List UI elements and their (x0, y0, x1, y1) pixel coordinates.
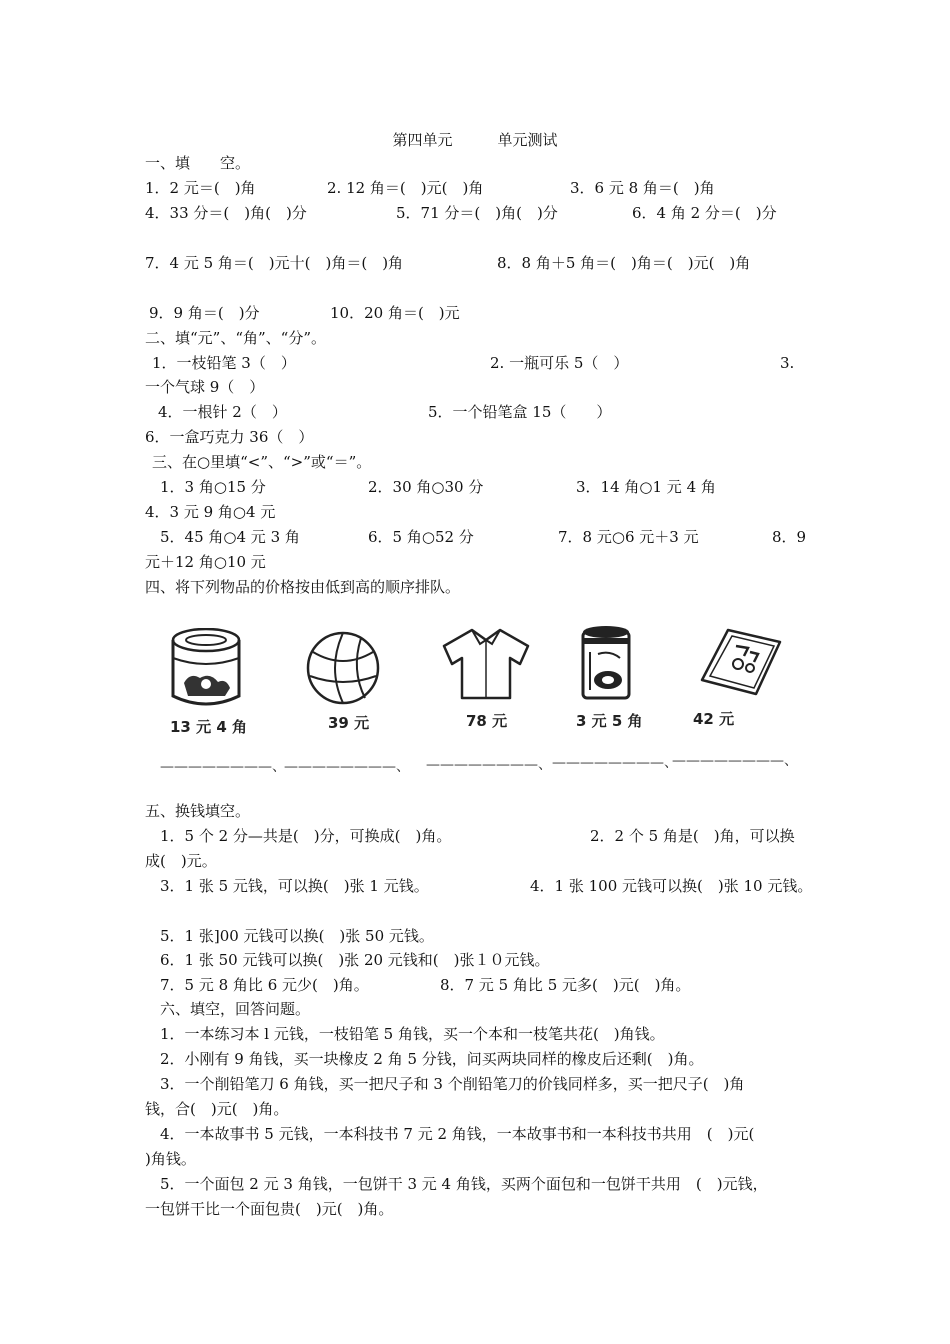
question-6-3: 3．一个削铅笔刀 6 角钱，买一把尺子和 3 个削铅笔刀的价钱同样多，买一把尺子( )角 (160, 1075, 745, 1093)
question-3-8-number: 8．9 (772, 528, 807, 546)
question-2-2: 2. 一瓶可乐 5（ ） (490, 354, 629, 372)
answer-blank-1[interactable]: ————————、 (160, 759, 286, 775)
question-5-7: 7．5 元 8 角比 6 元少( )角。 (160, 976, 369, 994)
page-title: 第四单元 单元测试 (392, 131, 558, 149)
question-5-8: 8．7 元 5 角比 5 元多( )元( )角。 (440, 976, 691, 994)
question-6-3-cont: 钱，合( )元( )角。 (145, 1100, 289, 1118)
question-1-6: 6．4 角 2 分＝( )分 (632, 204, 777, 222)
question-1-4: 4．33 分＝( )角( )分 (145, 204, 307, 222)
question-1-3: 3．6 元 8 角＝( )角 (570, 179, 715, 197)
question-3-6: 6．5 角○52 分 (368, 528, 474, 546)
question-6-4-cont: )角钱。 (145, 1150, 196, 1168)
answer-blank-2[interactable]: ————————、 (284, 759, 410, 775)
answer-blank-3[interactable]: ————————、 (426, 757, 552, 773)
question-5-3: 3．1 张 5 元钱，可以换( )张 1 元钱。 (160, 877, 429, 895)
pencil-box-icon (698, 626, 784, 702)
section-6-heading: 六、填空，回答问题。 (160, 1000, 311, 1018)
question-2-5: 5．一个铅笔盒 15（ ） (428, 403, 612, 421)
price-label-5: 42 元 (693, 710, 735, 728)
price-label-4: 3 元 5 角 (576, 712, 643, 730)
shirt-icon (440, 626, 532, 706)
section-3-heading: 三、在○里填“<”、“>”或“＝”。 (152, 453, 372, 471)
question-3-1: 1．3 角○15 分 (160, 478, 266, 496)
question-1-10: 10．20 角＝( )元 (330, 304, 460, 322)
price-label-1: 13 元 4 角 (170, 718, 247, 736)
question-1-2: 2. 12 角＝( )元( )角 (327, 179, 484, 197)
section-5-heading: 五、换钱填空。 (145, 802, 251, 820)
question-1-8: 8．8 角＋5 角＝( )角＝( )元( )角 (497, 254, 751, 272)
items-illustration (160, 620, 800, 780)
question-3-7: 7．8 元○6 元＋3 元 (558, 528, 699, 546)
question-5-1: 1．5 个 2 分—共是( )分，可换成( )角。 (160, 827, 452, 845)
section-1-heading: 一、填 空。 (145, 154, 251, 172)
question-2-3-number: 3. (780, 354, 795, 372)
question-2-1: 1．一枝铅笔 3（ ） (152, 354, 296, 372)
question-6-1: 1．一本练习本 l 元钱，一枝铅笔 5 角钱，买一个本和一枝笔共花( )角钱。 (160, 1025, 665, 1043)
question-3-2: 2．30 角○30 分 (368, 478, 484, 496)
question-6-5: 5．一个面包 2 元 3 角钱，一包饼干 3 元 4 角钱，买两个面包和一包饼干共用 ( )元钱， (160, 1175, 768, 1193)
question-2-6: 6．一盒巧克力 36（ ） (145, 428, 314, 446)
question-5-2-cont: 成( )元。 (145, 852, 217, 870)
question-2-3: 一个气球 9（ ） (145, 378, 265, 396)
price-label-3: 78 元 (466, 712, 508, 730)
question-3-3: 3．14 角○1 元 4 角 (576, 478, 716, 496)
price-label-2: 39 元 (328, 714, 370, 732)
question-2-4: 4．一根针 2（ ） (158, 403, 287, 421)
question-5-2: 2．2 个 5 角是( )角，可以换 (590, 827, 795, 845)
question-5-4: 4．1 张 100 元钱可以换( )张 10 元钱。 (530, 877, 813, 895)
section-4-heading: 四、将下列物品的价格按由低到高的顺序排队。 (145, 578, 461, 596)
question-1-5: 5．71 分＝( )角( )分 (396, 204, 558, 222)
section-2-heading: 二、填“元”、“角”、“分”。 (145, 329, 327, 347)
answer-blank-4[interactable]: ————————、 (552, 755, 678, 771)
question-6-5-cont: 一包饼干比一个面包贵( )元( )角。 (145, 1200, 394, 1218)
question-3-8: 元＋12 角○10 元 (145, 553, 266, 571)
question-1-1: 1．2 元＝( )角 (145, 179, 256, 197)
question-5-6: 6．1 张 50 元钱可以换( )张 20 元钱和( )张１０元钱。 (160, 951, 550, 969)
basketball-icon (305, 630, 381, 710)
jar-icon (580, 624, 632, 708)
question-3-5: 5．45 角○4 元 3 角 (160, 528, 300, 546)
question-6-4: 4．一本故事书 5 元钱，一本科技书 7 元 2 角钱，一本故事书和一本科技书共用 ( )元( (160, 1125, 755, 1143)
question-6-2: 2．小刚有 9 角钱，买一块橡皮 2 角 5 分钱，问买两块同样的橡皮后还剩( )角。 (160, 1050, 704, 1068)
question-3-4: 4．3 元 9 角○4 元 (145, 503, 276, 521)
can-icon (170, 628, 242, 714)
answer-blank-5[interactable]: ————————、 (672, 753, 798, 769)
question-5-5: 5．1 张]00 元钱可以换( )张 50 元钱。 (160, 927, 434, 945)
question-1-9: 9．9 角＝( )分 (149, 304, 260, 322)
question-1-7: 7．4 元 5 角＝( )元十( )角＝( )角 (145, 254, 404, 272)
